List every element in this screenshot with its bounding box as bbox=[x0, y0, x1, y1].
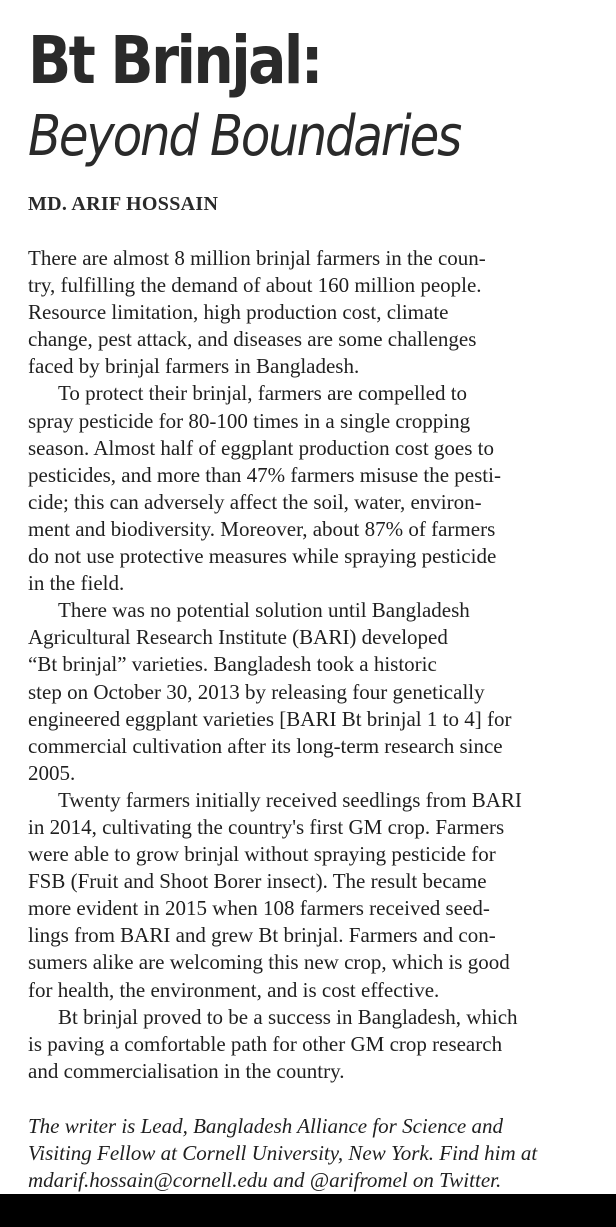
byline: MD. ARIF HOSSAIN bbox=[28, 193, 219, 215]
body-line: sumers alike are welcoming this new crop, which is good bbox=[28, 950, 510, 975]
body-line: To protect their brinjal, farmers are compelled to bbox=[58, 381, 468, 406]
body-line: ment and biodiversity. Moreover, about 87% of farmers bbox=[28, 516, 496, 541]
body-line: try, fulfilling the demand of about 160 million people. bbox=[28, 273, 482, 298]
body-line: lings from BARI and grew Bt brinjal. Farmers and con- bbox=[28, 923, 496, 948]
author-footnote bbox=[28, 1113, 616, 1194]
body-line: Twenty farmers initially received seedlings from BARI bbox=[58, 787, 522, 812]
subheadline: Beyond Boundaries bbox=[28, 104, 461, 169]
headline: Bt Brinjal: bbox=[28, 22, 321, 99]
body-line: step on October 30, 2013 by releasing four genetically bbox=[28, 679, 485, 704]
body-line: is paving a comfortable path for other GM crop research bbox=[28, 1031, 503, 1056]
body-line: and commercialisation in the country. bbox=[28, 1058, 345, 1083]
bottom-black-bar bbox=[0, 1194, 616, 1227]
body-line: FSB (Fruit and Shoot Borer insect). The result became bbox=[28, 869, 487, 894]
body-line: more evident in 2015 when 108 farmers received seed- bbox=[28, 896, 490, 921]
body-line: Agricultural Research Institute (BARI) developed bbox=[28, 625, 448, 650]
body-line: spray pesticide for 80-100 times in a single cropping bbox=[28, 408, 471, 433]
body-line: “Bt brinjal” varieties. Bangladesh took a historic bbox=[28, 652, 437, 677]
body-line: commercial cultivation after its long-term research since bbox=[28, 733, 503, 758]
body-line: pesticides, and more than 47% farmers misuse the pesti- bbox=[28, 462, 501, 487]
body-line: were able to grow brinjal without spraying pesticide for bbox=[28, 842, 496, 867]
body-line: season. Almost half of eggplant production cost goes to bbox=[28, 435, 495, 460]
body-line: Bt brinjal proved to be a success in Bangladesh, which bbox=[58, 1004, 518, 1029]
footnote-line: The writer is Lead, Bangladesh Alliance for Science and bbox=[28, 1114, 503, 1138]
article-body bbox=[28, 245, 616, 1085]
body-line: change, pest attack, and diseases are some challenges bbox=[28, 327, 477, 352]
body-line: for health, the environment, and is cost effective. bbox=[28, 977, 440, 1002]
body-line: 2005. bbox=[28, 760, 76, 785]
body-line: There are almost 8 million brinjal farmers in the coun- bbox=[28, 246, 486, 270]
footnote-line: Visiting Fellow at Cornell University, New York. Find him at bbox=[28, 1141, 538, 1166]
body-line: There was no potential solution until Bangladesh bbox=[58, 598, 470, 623]
body-line: engineered eggplant varieties [BARI Bt brinjal 1 to 4] for bbox=[28, 706, 512, 731]
body-line: faced by brinjal farmers in Bangladesh. bbox=[28, 354, 360, 379]
body-line: Resource limitation, high production cost, climate bbox=[28, 300, 449, 325]
body-line: in 2014, cultivating the country's first GM crop. Farmers bbox=[28, 814, 505, 839]
body-line: do not use protective measures while spraying pesticide bbox=[28, 544, 497, 569]
footnote-line: mdarif.hossain@cornell.edu and @arifromel on Twitter. bbox=[28, 1168, 502, 1193]
body-line: cide; this can adversely affect the soil, water, environ- bbox=[28, 489, 482, 514]
body-line: in the field. bbox=[28, 571, 125, 596]
